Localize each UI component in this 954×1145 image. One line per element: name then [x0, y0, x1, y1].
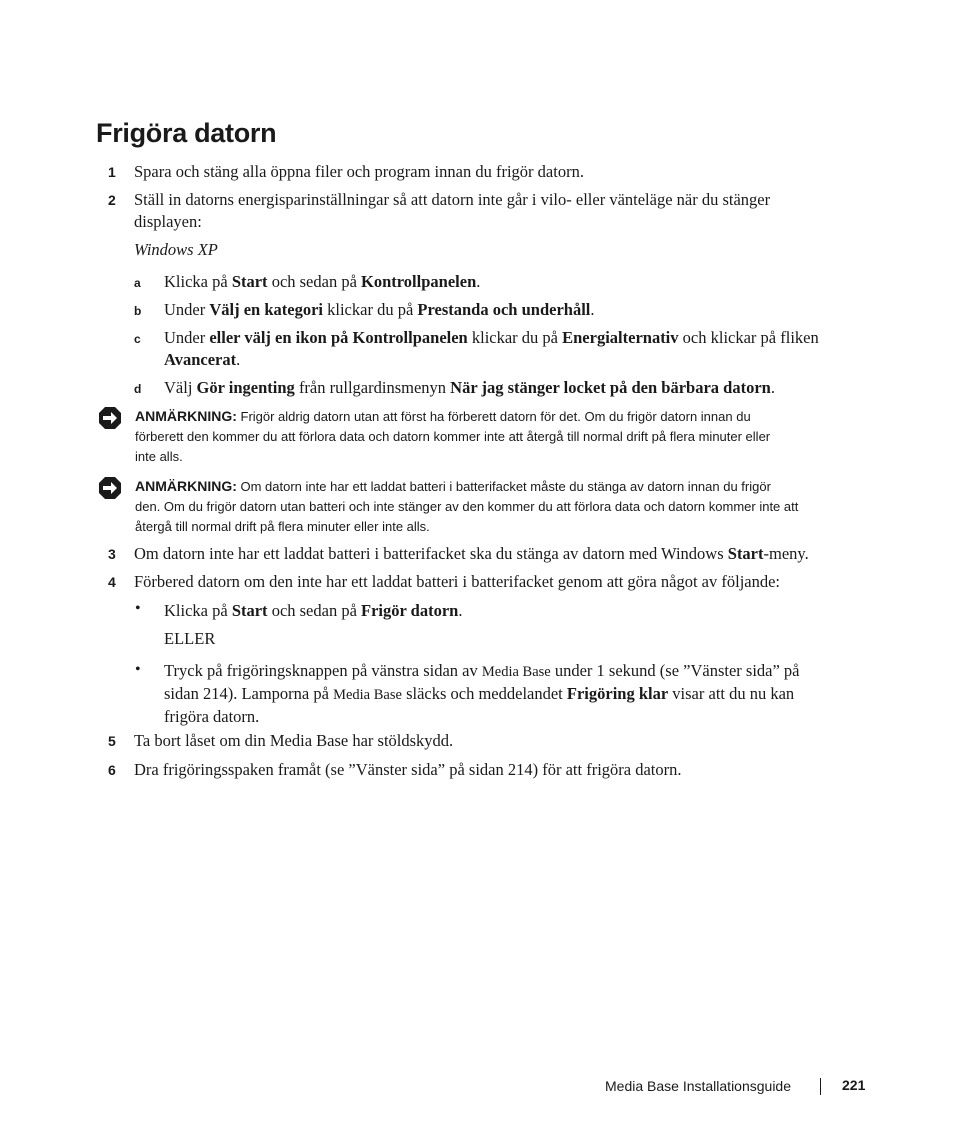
bullet-text: Tryck på frigöringsknappen på vänstra sidan av Media Base under 1 sekund (se ”Vänster sida” på sidan 214). Lamporna på Media Base släcks och meddelandet Frigöring klar visar att du nu kan frigöra datorn.	[164, 661, 800, 726]
substep-text: Välj Gör ingenting från rullgardinsmenyn När jag stänger locket på den bärbara datorn.	[164, 378, 775, 397]
page-number: 221	[842, 1077, 866, 1093]
step-number: 1	[108, 164, 116, 180]
step-text-line: displayen:	[134, 212, 202, 231]
substep-letter: c	[134, 332, 141, 346]
os-label: Windows XP	[134, 240, 218, 259]
bullet-text: Klicka på Start och sedan på Frigör datorn.	[164, 601, 463, 620]
step-number: 6	[108, 762, 116, 778]
notice-icon	[98, 406, 122, 430]
page-title: Frigöra datorn	[96, 118, 277, 148]
footer-separator	[820, 1078, 821, 1095]
substep-letter: a	[134, 276, 141, 290]
start-menu-label: Start	[231, 272, 268, 291]
step-number: 3	[108, 546, 116, 562]
step-text: Spara och stäng alla öppna filer och program innan du frigör datorn.	[134, 162, 584, 181]
notice-label: ANMÄRKNING:	[135, 478, 237, 494]
step-number: 2	[108, 192, 116, 208]
notice-text: ANMÄRKNING: Om datorn inte har ett laddat batteri i batterifacket måste du stänga av datorn innan du frigör den. Om du frigör datorn utan batteri och inte stänger av den kommer du att förlora data och datorn kommer inte att återgå till normal drift på flera minuter eller inte alls.	[135, 478, 799, 534]
substep-letter: b	[134, 304, 142, 318]
step-text: Ta bort låset om din Media Base har stöldskydd.	[134, 731, 454, 750]
step-text-line: Ställ in datorns energisparinställningar så att datorn inte går i vilo- eller vänteläge när du stänger	[134, 190, 771, 209]
bullet-mark: •	[135, 600, 141, 617]
bullet-mark: •	[135, 661, 141, 678]
step-text: Dra frigöringsspaken framåt (se ”Vänster sida” på sidan 214) för att frigöra datorn.	[134, 760, 682, 779]
substep-letter: d	[134, 382, 142, 396]
step-number: 4	[108, 574, 116, 590]
substep-text: Klicka på Start och sedan på Kontrollpanelen.	[164, 272, 481, 291]
or-label: ELLER	[164, 629, 216, 648]
notice-text: ANMÄRKNING: Frigör aldrig datorn utan att först ha förberett datorn för det. Om du frigör datorn innan du förberett den kommer du att förlora data och datorn kommer inte att återgå till normal drift på flera minuter eller inte alls.	[135, 408, 771, 464]
substep-text: Under eller välj en ikon på Kontrollpanelen klickar du på Energialternativ och klickar på fliken Avancerat.	[164, 328, 819, 369]
step-number: 5	[108, 733, 116, 749]
footer-guide-title: Media Base Installationsguide	[605, 1078, 792, 1094]
substep-text: Under Välj en kategori klickar du på Prestanda och underhåll.	[164, 300, 595, 319]
control-panel-label: Kontrollpanelen	[361, 272, 477, 291]
step-text	[134, 189, 770, 233]
step-text: Om datorn inte har ett laddat batteri i batterifacket ska du stänga av datorn med Windows Start-meny.	[134, 544, 809, 563]
notice-icon	[98, 476, 122, 500]
step-text: Förbered datorn om den inte har ett laddat batteri i batterifacket genom att göra något av följande:	[134, 572, 781, 591]
notice-label: ANMÄRKNING:	[135, 408, 237, 424]
